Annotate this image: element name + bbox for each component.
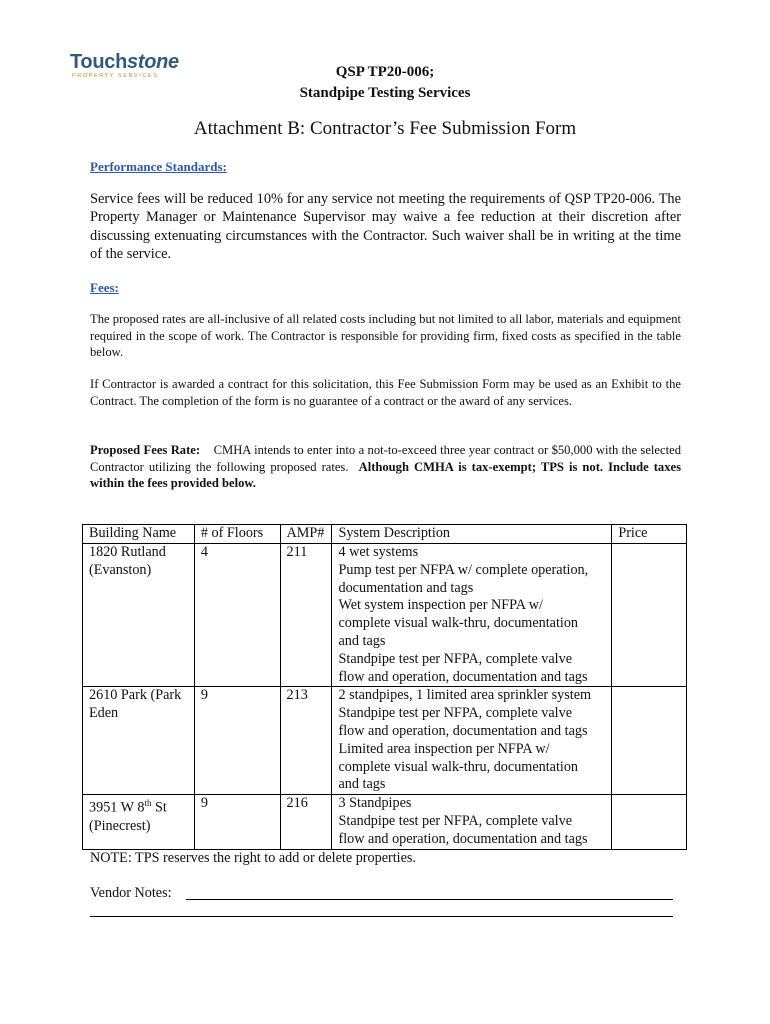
desc-line: documentation and tags xyxy=(338,579,474,596)
proposed-fees-rate xyxy=(90,442,681,492)
col-header-building-name: Building Name xyxy=(83,525,195,544)
desc-line: flow and operation, documentation and tags xyxy=(338,722,588,739)
table-row xyxy=(83,795,687,849)
desc-line: Standpipe test per NFPA, complete valve xyxy=(338,812,573,829)
building-area: (Evanston) xyxy=(89,561,152,578)
vendor-notes-line-2[interactable] xyxy=(90,916,673,917)
building-name: 1820 Rutland xyxy=(89,544,166,560)
desc-line: Wet system inspection per NFPA w/ xyxy=(338,597,543,614)
logo-subtitle: PROPERTY SERVICES xyxy=(72,73,159,79)
fees-heading: Fees: xyxy=(90,280,119,295)
system-description-cell xyxy=(332,687,612,795)
table-row xyxy=(83,687,687,795)
proposed-fees-rate-text: CMHA intends to enter into a not-to-exceed three year contract or $50,000 with the selected Contractor utilizing the following proposed rates. xyxy=(90,443,681,474)
desc-line: 3 Standpipes xyxy=(338,795,412,812)
desc-line: complete visual walk-thru, documentation xyxy=(338,615,579,632)
building-name-part: St xyxy=(151,799,167,816)
col-header-floors: # of Floors xyxy=(194,525,280,544)
price-cell[interactable] xyxy=(612,544,687,687)
building-name-part: 3951 W 8 xyxy=(89,799,145,816)
table-header-row xyxy=(83,525,687,544)
building-name-cell xyxy=(83,795,195,849)
amp-cell: 213 xyxy=(280,687,332,795)
fees-paragraph-1: The proposed rates are all-inclusive of all related costs including but not limited to all labor, materials and equipment required in the scope of work. The Contractor is responsible for providing firm, fixed costs as specified in the table below. xyxy=(90,312,681,360)
amp-cell: 211 xyxy=(280,544,332,687)
desc-line: and tags xyxy=(338,776,386,793)
system-description-cell xyxy=(332,544,612,687)
page-title: Attachment B: Contractor’s Fee Submission Form xyxy=(193,118,577,139)
table-row xyxy=(83,544,687,687)
proposed-fees-rate-tax-note: Although CMHA is tax-exempt; TPS is not. Include taxes within the fees provided below. xyxy=(90,459,682,491)
price-cell[interactable] xyxy=(612,687,687,795)
desc-line: and tags xyxy=(338,632,386,649)
col-header-system-description: System Description xyxy=(332,525,612,544)
logo-text-suffix: stone xyxy=(127,51,179,73)
desc-line: Standpipe test per NFPA, complete valve xyxy=(338,650,573,667)
desc-line: Standpipe test per NFPA, complete valve xyxy=(338,705,573,722)
desc-line: flow and operation, documentation and tags xyxy=(338,830,588,847)
fees-paragraph-2: If Contractor is awarded a contract for this solicitation, this Fee Submission Form may be used as an Exhibit to the Contract. The completion of the form is no guarantee of a contract or the award of any services. xyxy=(90,377,681,408)
proposed-fees-rate-label: Proposed Fees Rate: xyxy=(90,443,201,457)
floors-cell: 9 xyxy=(194,687,280,795)
building-name-cell xyxy=(83,544,195,687)
desc-line: Pump test per NFPA w/ complete operation, xyxy=(338,561,589,578)
desc-line: 4 wet systems xyxy=(338,544,419,560)
col-header-amp: AMP# xyxy=(280,525,332,544)
building-name xyxy=(89,795,191,818)
logo-text-prefix: Touch xyxy=(70,51,128,73)
desc-line: Limited area inspection per NFPA w/ xyxy=(338,740,550,757)
vendor-notes-label: Vendor Notes: xyxy=(90,885,172,901)
floors-cell: 4 xyxy=(194,544,280,687)
doc-header-line1: QSP TP20-006; xyxy=(335,64,435,80)
system-description-cell xyxy=(332,795,612,849)
table-note: NOTE: TPS reserves the right to add or delete properties. xyxy=(90,850,416,866)
building-area: Eden xyxy=(89,705,119,722)
fee-table xyxy=(82,524,687,850)
vendor-notes-line-1[interactable] xyxy=(186,899,673,900)
doc-header-line2: Standpipe Testing Services xyxy=(299,85,471,101)
building-name: 2610 Park (Park xyxy=(89,687,182,704)
performance-standards-heading: Performance Standards: xyxy=(90,159,227,174)
desc-line: 2 standpipes, 1 limited area sprinkler system xyxy=(338,687,592,704)
building-name-cell xyxy=(83,687,195,795)
floors-cell: 9 xyxy=(194,795,280,849)
col-header-price: Price xyxy=(612,525,687,544)
building-area: (Pinecrest) xyxy=(89,817,151,834)
desc-line: flow and operation, documentation and tags xyxy=(338,668,588,685)
ordinal-suffix: th xyxy=(144,798,152,809)
performance-standards-text: Service fees will be reduced 10% for any service not meeting the requirements of QSP TP20-006. The Property Manager or Maintenance Supervisor may waive a fee reduction at their discretion after discussing extenuating circumstances with the Contractor. Such waiver shall be in writing at the time of the service. xyxy=(90,191,681,263)
price-cell[interactable] xyxy=(612,795,687,849)
desc-line: complete visual walk-thru, documentation xyxy=(338,758,579,775)
amp-cell: 216 xyxy=(280,795,332,849)
